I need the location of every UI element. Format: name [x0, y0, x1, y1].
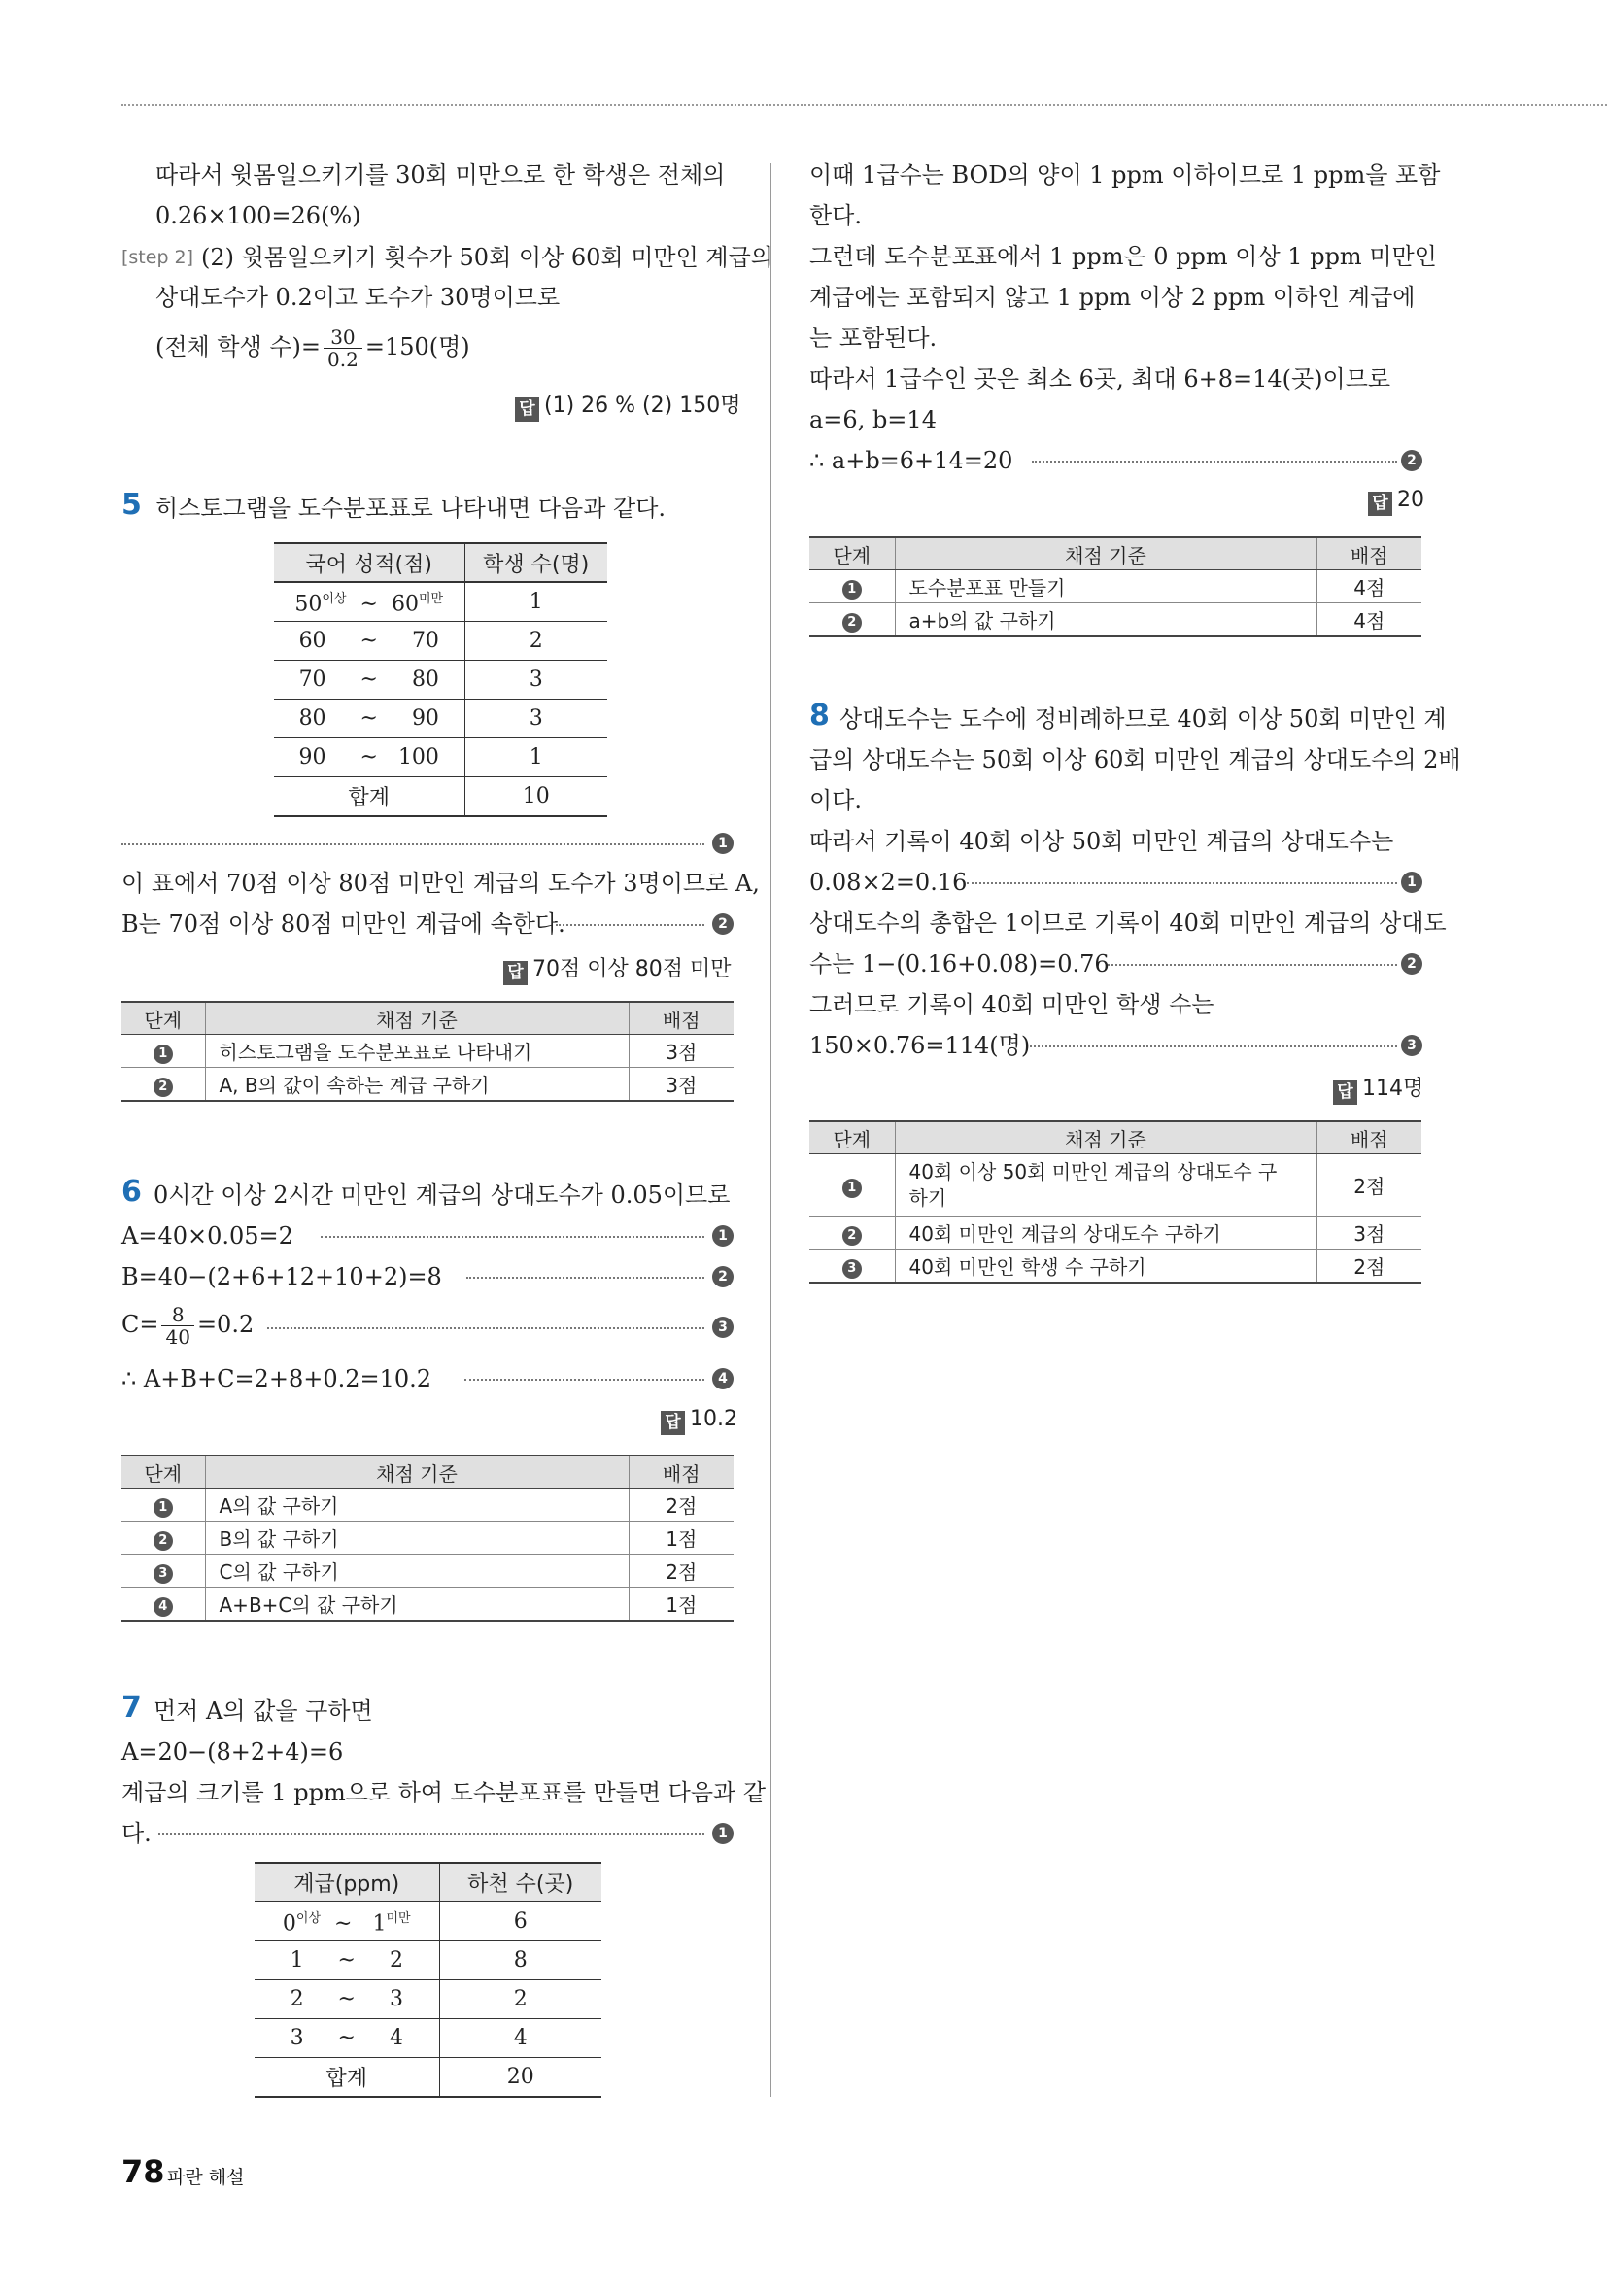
- class-upper: 4: [389, 2026, 403, 2050]
- header-points: 배점: [629, 1456, 734, 1489]
- p8-lead: 상대도수는 도수에 정비례하므로 40회 이상 50회 미만인 계: [839, 705, 1447, 733]
- count-cell: 3: [464, 700, 607, 738]
- criterion: a+b의 값 구하기: [895, 603, 1316, 637]
- p7-line3: 다.: [121, 1820, 152, 1847]
- p5-answer: [503, 952, 731, 985]
- step-marker: 1: [842, 1179, 862, 1198]
- step-marker-3: 3: [712, 1317, 734, 1338]
- intro-answer-text: (1) 26 % (2) 150명: [544, 394, 741, 418]
- step-marker: 1: [154, 1498, 173, 1518]
- top-dotted-rule: [121, 104, 1607, 106]
- p7-line2: 계급의 크기를 1 ppm으로 하여 도수분포표를 만들면 다음과 같: [121, 1779, 767, 1806]
- p7c-line4: 계급에는 포함되지 않고 1 ppm 이상 2 ppm 이하인 계급에: [809, 284, 1416, 311]
- tilde: ~: [334, 1911, 353, 1936]
- total-value: 10: [464, 777, 607, 817]
- points: 2점: [629, 1489, 734, 1522]
- p8-line2: 이다.: [809, 787, 862, 814]
- step-marker-2: 2: [1401, 953, 1422, 975]
- p7c-line3: 그런데 도수분포표에서 1 ppm은 0 ppm 이상 1 ppm 미만인: [809, 243, 1437, 270]
- p7c-line6: 따라서 1급수인 곳은 최소 6곳, 최대 6+8=14(곳)이므로: [809, 365, 1391, 393]
- dotted-leader: [1032, 461, 1397, 463]
- p6-answer: [661, 1407, 737, 1435]
- p6-line3: [121, 1304, 254, 1348]
- points: 2점: [1316, 1250, 1421, 1284]
- class-lower: 60: [298, 629, 326, 653]
- count-cell: 6: [439, 1902, 601, 1941]
- header-step: 단계: [121, 1456, 205, 1489]
- table-row: [121, 1522, 734, 1555]
- tilde: ~: [359, 668, 378, 692]
- table-row: [809, 1250, 1421, 1284]
- class-lower: 1: [290, 1948, 304, 1972]
- dotted-leader: [1108, 964, 1397, 966]
- header-criteria: 채점 기준: [895, 537, 1316, 570]
- table-row: [274, 661, 607, 700]
- p7-header-count: 하천 수(곳): [439, 1863, 601, 1902]
- p8-line3: 따라서 기록이 40회 이상 50회 미만인 계급의 상대도수는: [809, 828, 1394, 855]
- class-upper: 1: [372, 1911, 387, 1936]
- class-upper: 60: [391, 592, 419, 617]
- answer-icon: 답: [1368, 492, 1392, 516]
- criterion: A의 값 구하기: [205, 1489, 629, 1522]
- step-marker: 4: [154, 1597, 173, 1617]
- problem-number-6: 6: [121, 1175, 142, 1209]
- count-cell: 8: [439, 1941, 601, 1980]
- p6-answer-text: 10.2: [690, 1407, 737, 1431]
- class-lower: 70: [298, 668, 326, 692]
- criterion: 도수분포표 만들기: [895, 570, 1316, 603]
- step-label: [step 2]: [121, 247, 194, 268]
- count-cell: 2: [464, 622, 607, 661]
- points: 1점: [629, 1588, 734, 1622]
- table-row: [121, 1068, 734, 1102]
- header-criteria: 채점 기준: [895, 1121, 1316, 1154]
- class-lower: 3: [290, 2026, 304, 2050]
- criterion: [895, 1154, 1316, 1217]
- step-marker-3: 3: [1401, 1035, 1422, 1056]
- dotted-leader: [967, 882, 1397, 884]
- problem-number-7: 7: [121, 1691, 142, 1725]
- class-upper-suffix: 미만: [386, 1910, 411, 1926]
- p6-line3-right: =0.2: [196, 1311, 255, 1338]
- points: 2점: [1316, 1154, 1421, 1217]
- table-row: [274, 582, 607, 622]
- p7-line1: A=20−(8+2+4)=6: [121, 1738, 344, 1765]
- frac-denominator: 40: [165, 1325, 190, 1349]
- tilde: ~: [359, 629, 378, 653]
- p7-scoring-table: [809, 536, 1421, 637]
- class-upper: 70: [411, 629, 439, 653]
- table-row: [809, 570, 1421, 603]
- p8-line1: 급의 상대도수는 50회 이상 60회 미만인 계급의 상대도수의 2배: [809, 746, 1461, 773]
- dotted-leader: [121, 843, 704, 845]
- p8-scoring-table: [809, 1120, 1421, 1284]
- step-marker: 3: [154, 1564, 173, 1584]
- dotted-leader: [158, 1833, 704, 1835]
- header-step: 단계: [809, 537, 895, 570]
- intro-line2: 0.26×100=26(%): [155, 202, 361, 229]
- table-row: [274, 622, 607, 661]
- class-lower: 0: [282, 1911, 296, 1936]
- step-marker-2: 2: [1401, 450, 1422, 471]
- step-marker-1: 1: [712, 833, 734, 854]
- table-total-row: [274, 777, 607, 817]
- p7c-line7: a=6, b=14: [809, 406, 937, 433]
- step-marker-2: 2: [712, 1266, 734, 1287]
- page-number: 78: [121, 2153, 165, 2190]
- eq-frac-numerator: 30: [324, 326, 362, 349]
- header-points: 배점: [1316, 1121, 1421, 1154]
- dotted-leader: [321, 1236, 704, 1238]
- intro-equation: [155, 326, 470, 370]
- answer-icon: 답: [515, 397, 539, 422]
- count-cell: 4: [439, 2019, 601, 2058]
- p6-line1: A=40×0.05=2: [121, 1222, 293, 1250]
- total-label: 합계: [255, 2058, 439, 2098]
- count-cell: 2: [439, 1980, 601, 2019]
- p7c-line8: ∴ a+b=6+14=20: [809, 447, 1013, 474]
- answer-icon: 답: [1333, 1080, 1357, 1105]
- class-upper: 2: [389, 1948, 403, 1972]
- table-row: [255, 1980, 601, 2019]
- eq-left: (전체 학생 수)=: [155, 333, 322, 360]
- total-value: 20: [439, 2058, 601, 2098]
- p5-answer-text: 70점 이상 80점 미만: [532, 957, 732, 981]
- p7-answer-text: 20: [1397, 488, 1424, 512]
- p8-line4: 0.08×2=0.16: [809, 869, 968, 896]
- intro-answer: [515, 389, 740, 422]
- points: 3점: [629, 1068, 734, 1102]
- table-row: [809, 1154, 1421, 1217]
- p6-scoring-table: [121, 1455, 734, 1622]
- count-cell: 3: [464, 661, 607, 700]
- criterion: A+B+C의 값 구하기: [205, 1588, 629, 1622]
- class-lower: 2: [290, 1987, 304, 2011]
- intro-line4: 상대도수가 0.2이고 도수가 30명이므로: [155, 284, 561, 311]
- header-criteria: 채점 기준: [205, 1002, 629, 1035]
- table-row: [121, 1489, 734, 1522]
- answer-icon: 답: [661, 1411, 685, 1435]
- step-marker-4: 4: [712, 1368, 734, 1389]
- count-cell: 1: [464, 738, 607, 777]
- eq-frac-denominator: 0.2: [327, 348, 359, 371]
- p5-header-count: 학생 수(명): [464, 543, 607, 582]
- table-row: [255, 2019, 601, 2058]
- points: 4점: [1316, 603, 1421, 637]
- class-lower-suffix: 이상: [295, 1910, 322, 1926]
- class-upper: 100: [397, 745, 439, 770]
- problem-number-5: 5: [121, 488, 142, 522]
- dotted-leader: [466, 1277, 704, 1279]
- intro-line3: (2) 윗몸일으키기 횟수가 50회 이상 60회 미만인 계급의: [201, 244, 773, 271]
- p7-lead: 먼저 A의 값을 구하면: [154, 1697, 373, 1725]
- header-step: 단계: [121, 1002, 205, 1035]
- column-divider: [770, 163, 771, 2097]
- criterion: B의 값 구하기: [205, 1522, 629, 1555]
- p8-answer: [1333, 1072, 1423, 1105]
- tilde: ~: [337, 1948, 356, 1972]
- tilde: ~: [359, 706, 378, 731]
- class-lower: 90: [298, 745, 326, 770]
- dotted-leader: [267, 1327, 704, 1329]
- header-points: 배점: [629, 1002, 734, 1035]
- total-label: 합계: [274, 777, 464, 817]
- p5-frequency-table: [274, 542, 607, 817]
- p6-fraction: [161, 1304, 193, 1348]
- problem-number-8: 8: [809, 699, 830, 733]
- p6-lead: 0시간 이상 2시간 미만인 계급의 상대도수가 0.05이므로: [154, 1182, 731, 1209]
- table-total-row: [255, 2058, 601, 2098]
- p8-line6: 수는 1−(0.16+0.08)=0.76: [809, 950, 1110, 977]
- class-lower-suffix: 이상: [322, 591, 347, 606]
- table-row: [121, 1555, 734, 1588]
- p8-line5: 상대도수의 총합은 1이므로 기록이 40회 미만인 계급의 상대도: [809, 909, 1447, 937]
- tilde: ~: [337, 2026, 356, 2050]
- p6-line2: B=40−(2+6+12+10+2)=8: [121, 1263, 442, 1290]
- step-marker-1: 1: [712, 1225, 734, 1247]
- header-points: 배점: [1316, 537, 1421, 570]
- p7-frequency-table: [255, 1862, 601, 2098]
- p7c-line1: 이때 1급수는 BOD의 양이 1 ppm 이하이므로 1 ppm을 포함: [809, 161, 1441, 188]
- footer-label: 파란 해설: [167, 2167, 245, 2188]
- criterion: 40회 미만인 계급의 상대도수 구하기: [895, 1217, 1316, 1250]
- class-upper: 3: [389, 1987, 403, 2011]
- eq-fraction: [324, 326, 362, 370]
- points: 2점: [629, 1555, 734, 1588]
- table-row: [274, 738, 607, 777]
- criterion: C의 값 구하기: [205, 1555, 629, 1588]
- step-marker: 3: [842, 1259, 862, 1279]
- table-row: [121, 1035, 734, 1068]
- header-criteria: 채점 기준: [205, 1456, 629, 1489]
- p6-line3-left: C=: [121, 1311, 159, 1338]
- p7-answer: [1368, 488, 1424, 516]
- dotted-leader: [1030, 1045, 1397, 1047]
- p5-lead: 히스토그램을 도수분포표로 나타내면 다음과 같다.: [155, 495, 667, 522]
- criterion-line2: 하기: [908, 1185, 947, 1210]
- criterion-line1: 40회 이상 50회 미만인 계급의 상대도수 구: [908, 1159, 1278, 1183]
- p7c-line5: 는 포함된다.: [809, 325, 938, 352]
- answer-icon: 답: [503, 961, 528, 985]
- tilde: ~: [359, 592, 378, 617]
- criterion: 40회 미만인 학생 수 구하기: [895, 1250, 1316, 1284]
- step-marker: 1: [154, 1045, 173, 1064]
- criterion: A, B의 값이 속하는 계급 구하기: [205, 1068, 629, 1102]
- table-row: [274, 700, 607, 738]
- p8-line7: 그러므로 기록이 40회 미만인 학생 수는: [809, 991, 1214, 1018]
- points: 3점: [1316, 1217, 1421, 1250]
- criterion: 히스토그램을 도수분포표로 나타내기: [205, 1035, 629, 1068]
- count-cell: 1: [464, 582, 607, 622]
- intro-line1: 따라서 윗몸일으키기를 30회 미만으로 한 학생은 전체의: [155, 161, 726, 188]
- tilde: ~: [359, 745, 378, 770]
- table-row: [809, 1217, 1421, 1250]
- class-upper: 90: [411, 706, 439, 731]
- step-marker: 1: [842, 580, 862, 600]
- step-marker-1: 1: [1401, 872, 1422, 893]
- step-marker: 2: [154, 1078, 173, 1097]
- step-marker-2: 2: [712, 913, 734, 935]
- p7c-line2: 한다.: [809, 202, 862, 229]
- p5-line1: 이 표에서 70점 이상 80점 미만인 계급의 도수가 3명이므로 A,: [121, 870, 760, 897]
- table-row: [809, 603, 1421, 637]
- p6-line4: ∴ A+B+C=2+8+0.2=10.2: [121, 1365, 432, 1392]
- p7-header-class: 계급(ppm): [255, 1863, 439, 1902]
- table-row: [255, 1941, 601, 1980]
- table-row: [121, 1588, 734, 1622]
- step-marker: 2: [842, 613, 862, 633]
- p8-answer-text: 114명: [1362, 1077, 1424, 1101]
- points: 1점: [629, 1522, 734, 1555]
- class-upper: 80: [411, 668, 439, 692]
- dotted-leader: [556, 924, 704, 926]
- step-marker: 2: [154, 1531, 173, 1551]
- step-marker-1: 1: [712, 1823, 734, 1844]
- p5-line2: B는 70점 이상 80점 미만인 계급에 속한다.: [121, 910, 565, 938]
- p5-scoring-table: [121, 1001, 734, 1102]
- step-marker: 2: [842, 1226, 862, 1246]
- p5-header-score: 국어 성적(점): [274, 543, 464, 582]
- dotted-leader: [464, 1379, 704, 1381]
- table-row: [255, 1902, 601, 1941]
- points: 3점: [629, 1035, 734, 1068]
- class-upper-suffix: 미만: [418, 591, 444, 606]
- p8-line8: 150×0.76=114(명): [809, 1032, 1031, 1059]
- header-step: 단계: [809, 1121, 895, 1154]
- class-lower: 80: [298, 706, 326, 731]
- tilde: ~: [337, 1987, 356, 2011]
- class-lower: 50: [294, 592, 323, 617]
- frac-numerator: 8: [161, 1304, 193, 1326]
- eq-right: =150(명): [364, 333, 470, 360]
- points: 4점: [1316, 570, 1421, 603]
